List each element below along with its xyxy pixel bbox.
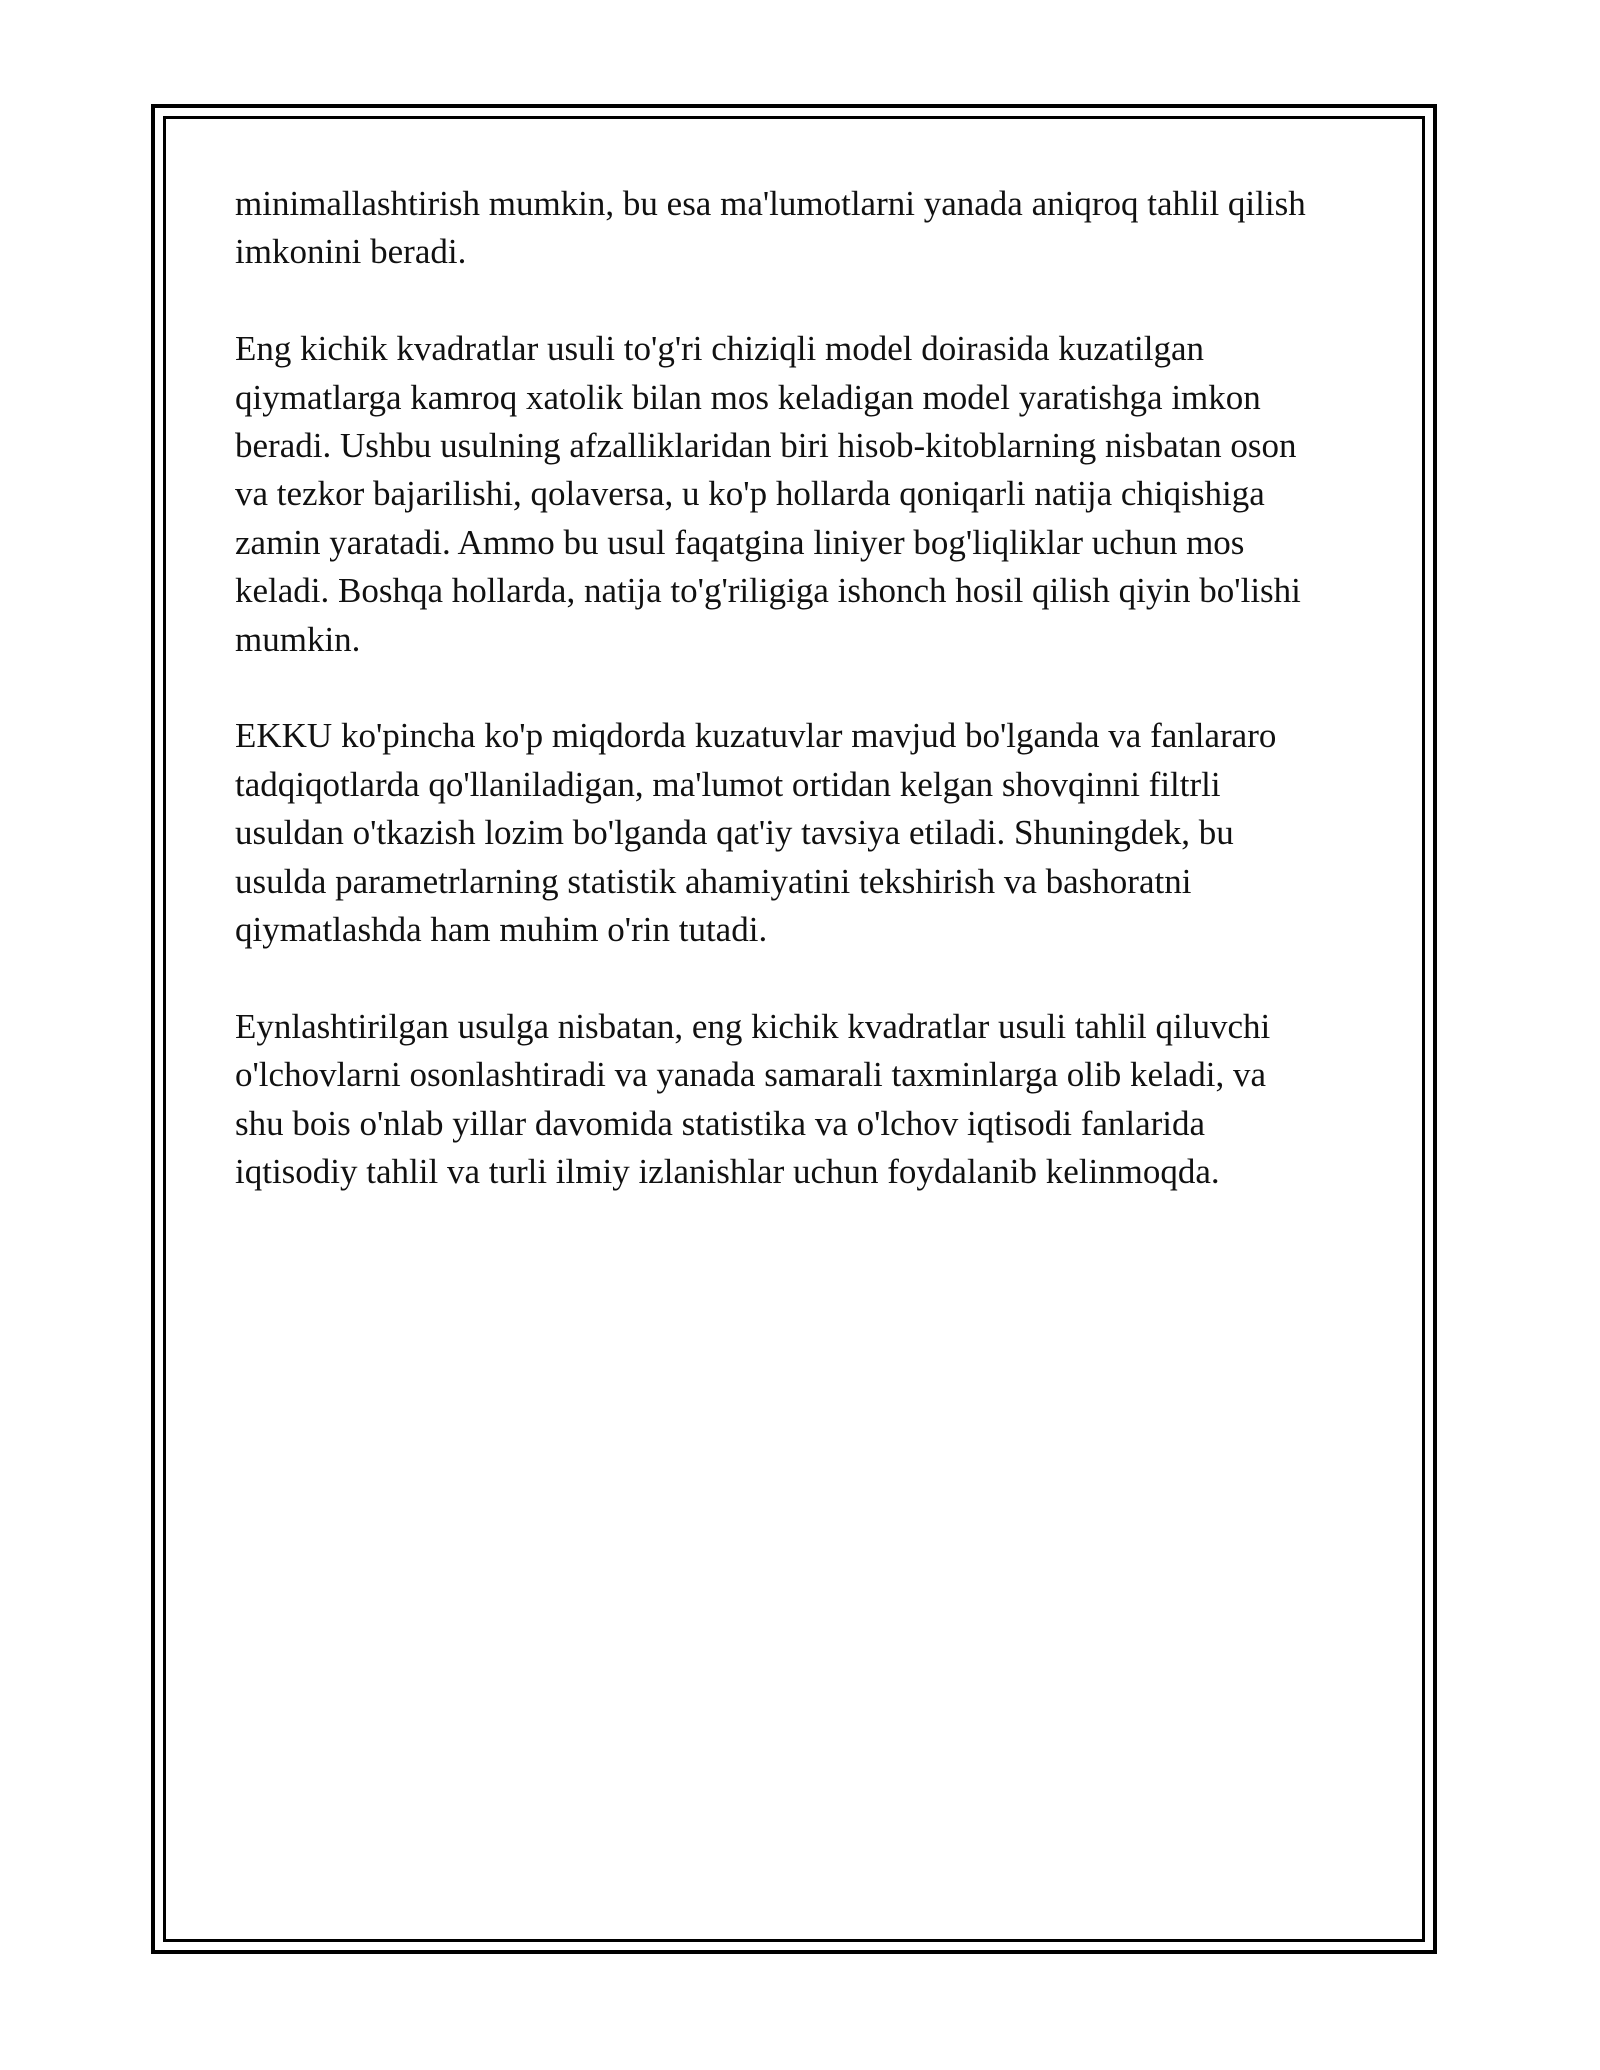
paragraph-2: [235, 325, 1365, 664]
text-line: Eynlashtirilgan usulga nisbatan, eng kichik kvadratlar usuli tahlil qiluvchi: [235, 1006, 1271, 1046]
text-line: minimallashtirish mumkin, bu esa ma'lumotlarni yanada aniqroq tahlil qilish: [235, 184, 1306, 223]
text-line: keladi. Boshqa hollarda, natija to'g'riligiga ishonch hosil qilish qiyin bo'lishi: [235, 571, 1301, 611]
text-line: o'lchovlarni osonlashtiradi va yanada samarali taxminlarga olib keladi, va: [235, 1055, 1267, 1095]
text-line: mumkin.: [235, 619, 361, 659]
text-line: tadqiqotlarda qo'llaniladigan, ma'lumot ortidan kelgan shovqinni filtrli: [235, 764, 1221, 804]
text-line: shu bois o'nlab yillar davomida statistika va o'lchov iqtisodi fanlarida: [235, 1103, 1206, 1143]
text-line: EKKU ko'pincha ko'p miqdorda kuzatuvlar mavjud bo'lganda va fanlararo: [235, 716, 1277, 756]
paragraph-4: [235, 1003, 1365, 1197]
text-line: qiymatlashda ham muhim o'rin tutadi.: [235, 910, 768, 950]
text-line: zamin yaratadi. Ammo bu usul faqatgina liniyer bog'liqliklar uchun mos: [235, 522, 1245, 562]
document-body: [235, 180, 1365, 1245]
paragraph-1: [235, 180, 1365, 277]
text-line: imkonini beradi.: [235, 232, 467, 272]
text-line: va tezkor bajarilishi, qolaversa, u ko'p hollarda qoniqarli natija chiqishiga: [235, 474, 1265, 514]
text-line: usulda parametrlarning statistik ahamiyatini tekshirish va bashoratni: [235, 861, 1192, 901]
paragraph-3: [235, 712, 1365, 954]
text-line: beradi. Ushbu usulning afzalliklaridan biri hisob-kitoblarning nisbatan oson: [235, 426, 1297, 466]
text-line: qiymatlarga kamroq xatolik bilan mos keladigan model yaratishga imkon: [235, 377, 1261, 417]
text-line: iqtisodiy tahlil va turli ilmiy izlanishlar uchun foydalanib kelinmoqda.: [235, 1152, 1220, 1192]
text-line: Eng kichik kvadratlar usuli to'g'ri chiziqli model doirasida kuzatilgan: [235, 329, 1205, 369]
text-line: usuldan o'tkazish lozim bo'lganda qat'iy tavsiya etiladi. Shuningdek, bu: [235, 813, 1234, 853]
